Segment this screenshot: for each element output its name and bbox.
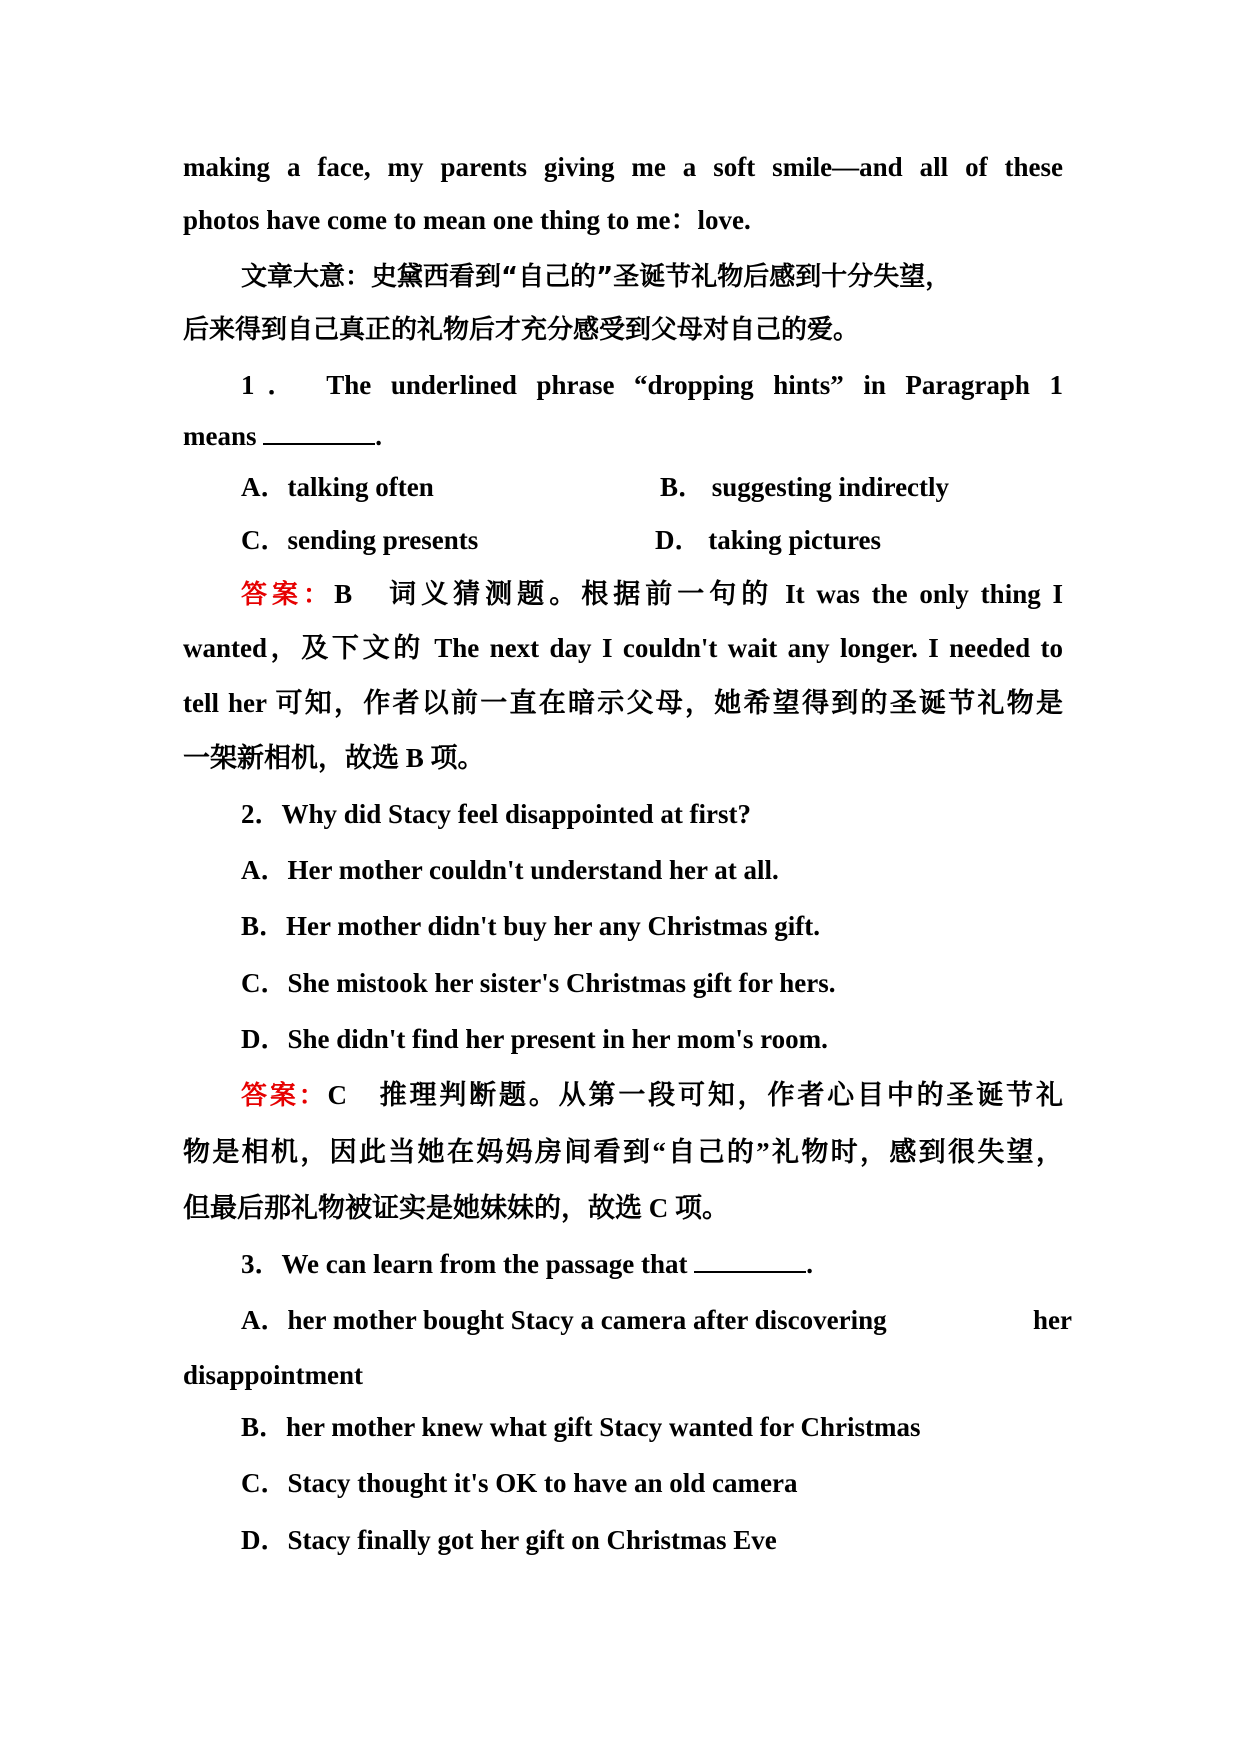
passage-line-2: photos have come to mean one thing to me：love. [183,205,751,235]
q1-option-b: B． suggesting indirectly [660,472,950,502]
q1-option-c: C．sending presents [241,525,479,555]
q1-answer-line-1 [241,576,1063,613]
q2-option-d: D．She didn't find her present in her mom's room. [241,1024,828,1054]
q1-answer-line-3: tell her 可知，作者以前一直在暗示父母，她希望得到的圣诞节礼物是 [183,688,1063,718]
q2-answer-label: 答案： [241,1081,328,1111]
q1-stem-line-1: 1． The underlined phrase “dropping hints” in Paragraph 1 [241,370,1063,400]
q3-option-a-left: A．her mother bought Stacy a camera after discovering [241,1305,887,1335]
q2-option-a: A．Her mother couldn't understand her at all. [241,855,779,885]
q1-stem-line-2 [183,418,1063,454]
q1-answer-line-4: 一架新相机，故选 B 项。 [183,743,485,773]
summary-text-1: 史黛西看到“自己的”圣诞节礼物后感到十分失望， [371,262,952,292]
q1-blank [263,421,375,445]
q3-stem-suffix: . [806,1249,813,1279]
q1-stem-prefix: means [183,421,257,451]
q1-answer-label: 答案： [241,580,335,610]
q2-answer-line-2: 物是相机，因此当她在妈妈房间看到“自己的”礼物时，感到很失望， [183,1137,1063,1167]
q3-option-c: C．Stacy thought it's OK to have an old camera [241,1468,798,1498]
q2-stem: 2．Why did Stacy feel disappointed at first? [241,799,752,829]
q1-answer-line-2: wanted，及下文的 The next day I couldn't wait any longer. I needed to [183,633,1063,663]
passage-line-1: making a face, my parents giving me a soft smile—and all of these [183,152,1063,182]
q3-option-b: B．her mother knew what gift Stacy wanted for Christmas [241,1412,921,1442]
q1-option-d: D． taking pictures [655,525,882,555]
q2-answer-line-3: 但最后那礼物被证实是她妹妹的，故选 C 项。 [183,1193,729,1223]
q3-option-a-line-2: disappointment [183,1360,364,1390]
q3-stem [241,1246,1063,1282]
summary-line-1 [241,259,1063,295]
q2-answer-line-1 [241,1077,1063,1114]
q3-option-a-right: her [1033,1305,1072,1335]
summary-line-2: 后来得到自己真正的礼物后才充分感受到父母对自己的爱。 [183,315,860,345]
summary-label: 文章大意： [241,262,372,292]
q3-blank [694,1249,806,1273]
q3-stem-prefix: 3．We can learn from the passage that [241,1249,688,1279]
q1-option-a: A．talking often [241,472,434,502]
q1-answer-text-1: B 词义猜测题。根据前一句的 It was the only thing I [334,579,1063,609]
q2-option-c: C．She mistook her sister's Christmas gift for hers. [241,968,836,998]
q3-option-d: D．Stacy finally got her gift on Christmas Eve [241,1525,777,1555]
q1-stem-suffix: . [375,421,382,451]
q2-answer-text-1: C 推理判断题。从第一段可知，作者心目中的圣诞节礼 [327,1080,1063,1110]
q2-option-b: B．Her mother didn't buy her any Christmas gift. [241,911,821,941]
